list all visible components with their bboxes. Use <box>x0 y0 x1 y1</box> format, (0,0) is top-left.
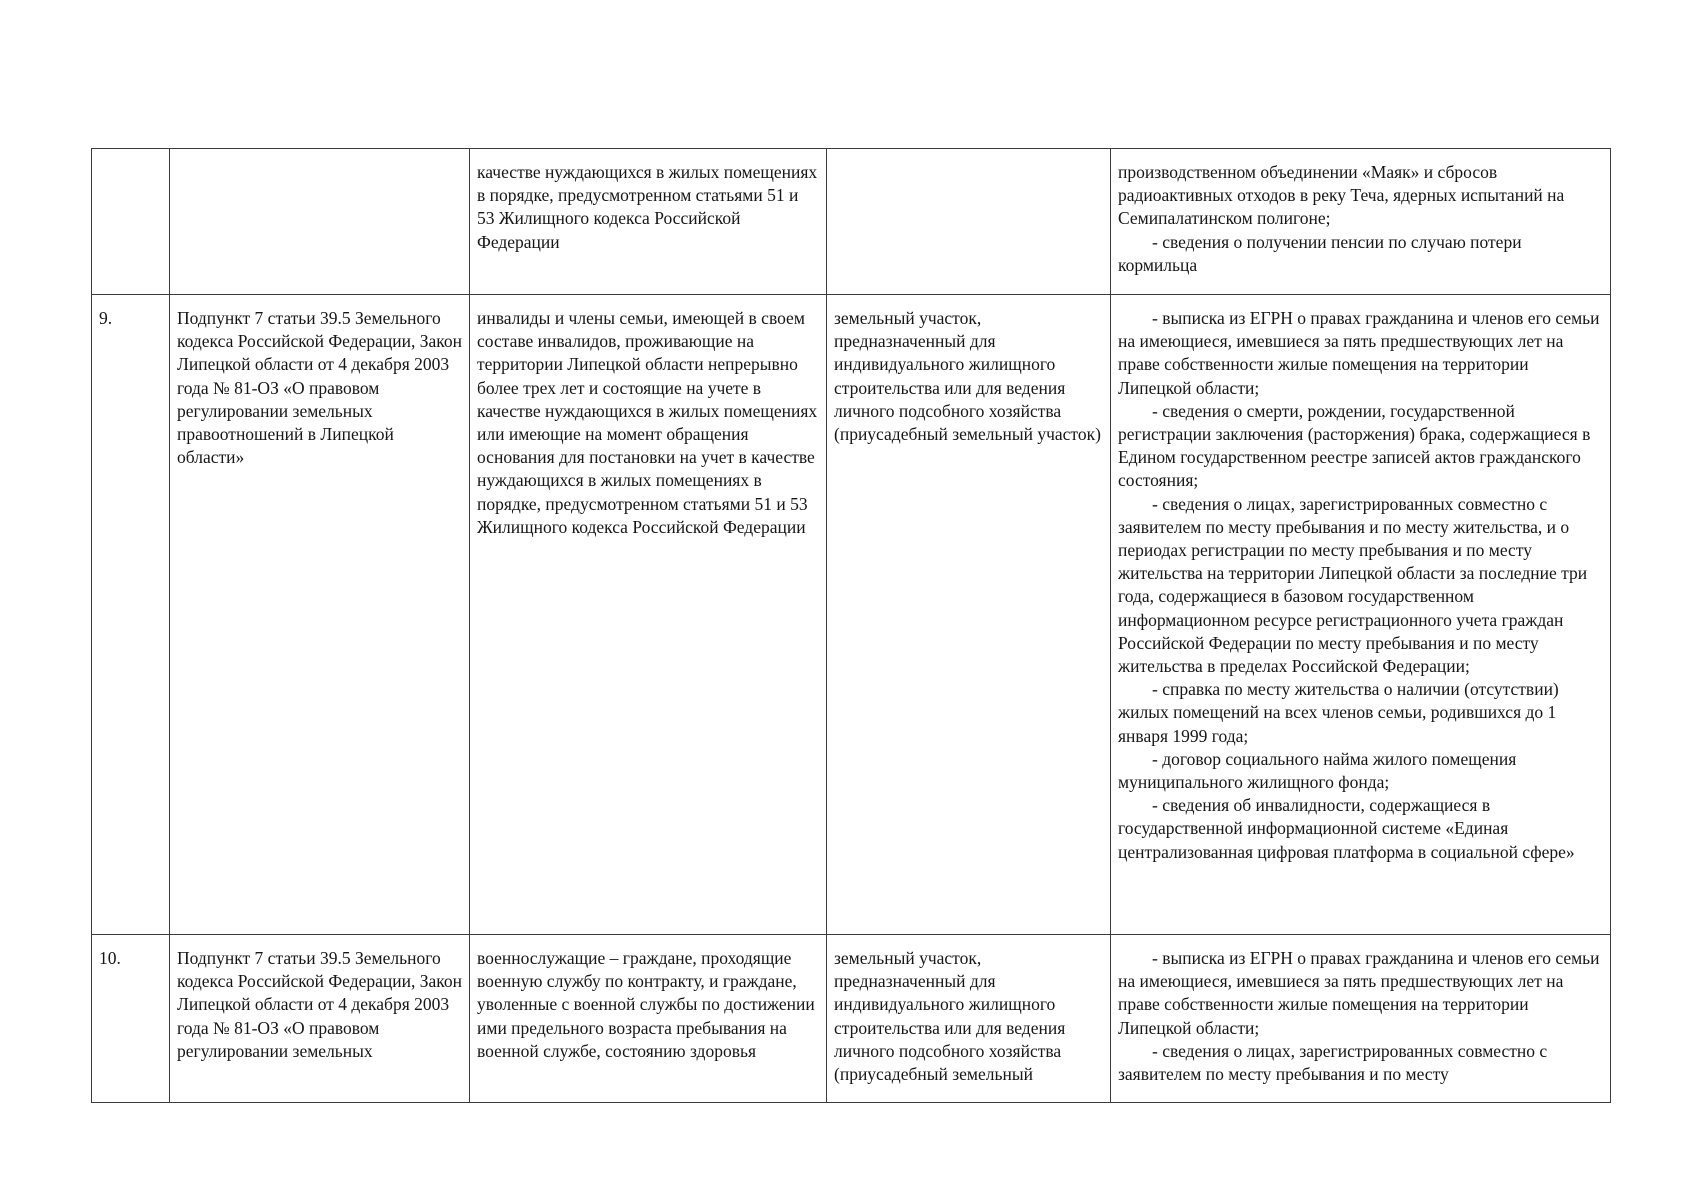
documents-cell <box>1111 935 1611 1103</box>
document-item: - договор социального найма жилого помещения муниципального жилищного фонда; <box>1118 748 1517 793</box>
document-item: - сведения об инвалидности, содержащиеся в государственной информационной системе «Единая централизованная цифровая платформа в социальной сфере» <box>1118 795 1575 862</box>
legal-basis-cell: Подпункт 7 статьи 39.5 Земельного кодекса Российской Федерации, Закон Липецкой области от 4 декабря 2003 года № 81-ОЗ «О правовом регулировании земельных <box>170 935 470 1103</box>
land-plot-cell <box>827 149 1111 295</box>
table-row <box>92 149 1611 295</box>
document-item: - выписка из ЕГРН о правах гражданина и членов его семьи на имеющиеся, имевшиеся за пять предшествующих лет на праве собственности жилые помещения на территории Липецкой области; <box>1118 308 1600 398</box>
applicant-category-cell: инвалиды и члены семьи, имеющей в своем составе инвалидов, проживающие на территории Липецкой области непрерывно более трех лет и состоящие на учете в качестве нуждающихся в жилых помещениях или имеющие на момент обращения основания для постановки на учет в качестве нуждающихся в жилых помещениях в порядке, предусмотренном статьями 51 и 53 Жилищного кодекса Российской Федерации <box>470 295 827 935</box>
legal-basis-cell <box>170 149 470 295</box>
documents-cell <box>1111 295 1611 935</box>
applicant-category-cell: военнослужащие – граждане, проходящие военную службу по контракту, и граждане, уволенные с военной службы по достижении ими предельного возраста пребывания на военной службе, состоянию здоровья <box>470 935 827 1103</box>
land-plot-cell: земельный участок, предназначенный для индивидуального жилищного строительства или для ведения личного подсобного хозяйства (приусадебный земельный <box>827 935 1111 1103</box>
document-item: - справка по месту жительства о наличии (отсутствии) жилых помещений на всех членов семьи, родившихся до 1 января 1999 года; <box>1118 679 1559 746</box>
document-item: - сведения о смерти, рождении, государственной регистрации заключения (расторжения) брака, содержащиеся в Едином государственном реестре записей актов гражданского состояния; <box>1118 400 1591 491</box>
documents-cell <box>1111 149 1611 295</box>
applicant-category-cell: качестве нуждающихся в жилых помещениях в порядке, предусмотренном статьями 51 и 53 Жилищного кодекса Российской Федерации <box>470 149 827 295</box>
document-item: - сведения о лицах, зарегистрированных совместно с заявителем по месту пребывания и по месту <box>1118 1040 1548 1085</box>
row-number-cell <box>92 149 170 295</box>
document-item: - сведения о лицах, зарегистрированных совместно с заявителем по месту пребывания и по месту жительства, и о периодах регистрации по месту пребывания и по месту жительства на территории Липецкой области за последние три года, содержащиеся в базовом государственном информационном ресурсе регистрационного учета граждан Российской Федерации по месту пребывания и по месту жительства в пределах Российской Федерации; <box>1118 493 1588 677</box>
land-plot-cell: земельный участок, предназначенный для индивидуального жилищного строительства или для ведения личного подсобного хозяйства (приусадебный земельный участок) <box>827 295 1111 935</box>
row-number-cell: 10. <box>92 935 170 1103</box>
row-number-cell: 9. <box>92 295 170 935</box>
legal-basis-cell: Подпункт 7 статьи 39.5 Земельного кодекса Российской Федерации, Закон Липецкой области от 4 декабря 2003 года № 81-ОЗ «О правовом регулировании земельных правоотношений в Липецкой области» <box>170 295 470 935</box>
document-item: производственном объединении «Маяк» и сбросов радиоактивных отходов в реку Теча, ядерных испытаний на Семипалатинском полигоне; <box>1118 162 1565 229</box>
land-documents-table <box>91 148 1611 1103</box>
document-item: - сведения о получении пенсии по случаю потери кормильца <box>1118 231 1522 275</box>
table-row <box>92 935 1611 1103</box>
table-row <box>92 295 1611 935</box>
document-item: - выписка из ЕГРН о правах гражданина и членов его семьи на имеющиеся, имевшиеся за пять предшествующих лет на праве собственности жилые помещения на территории Липецкой области; <box>1118 948 1600 1038</box>
